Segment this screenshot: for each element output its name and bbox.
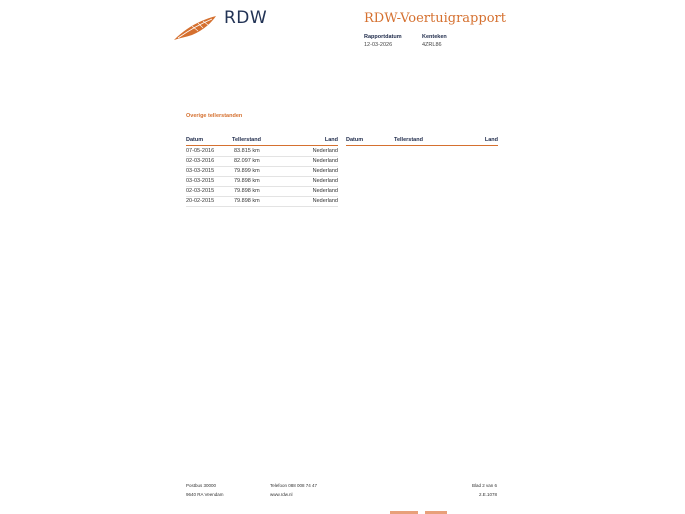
column-header-date: Datum [186, 137, 204, 143]
column-header-country: Land [324, 137, 338, 143]
section-title: Overige tellerstanden [186, 113, 243, 119]
rdw-feather-logo-icon [172, 14, 218, 42]
footer-website: www.rdw.nl [270, 492, 293, 497]
footer-address-line2: 9640 RA Veendam [186, 492, 224, 497]
report-date-value: 12-03-2026 [364, 42, 393, 48]
header-divider [346, 145, 498, 146]
row-reading: 83.815 km [234, 148, 260, 154]
table-row [186, 197, 338, 207]
license-plate-label: Kenteken [422, 34, 447, 40]
table-row [186, 167, 338, 177]
column-header-reading: Tellerstand [394, 137, 423, 143]
report-date-label: Rapportdatum [364, 34, 402, 40]
row-reading: 82.097 km [234, 158, 260, 164]
footer-phone: Telefoon 088 008 74 47 [270, 483, 318, 488]
row-reading: 79.898 km [234, 178, 260, 184]
license-plate-value: 4ZRL86 [422, 42, 442, 48]
row-date: 02-03-2015 [186, 188, 215, 194]
row-country: Nederland [312, 178, 338, 184]
table-row [186, 187, 338, 197]
footer-address-line1: Postbus 30000 [186, 483, 217, 488]
row-country: Nederland [312, 158, 338, 164]
row-date: 03-03-2015 [186, 178, 215, 184]
row-country: Nederland [312, 168, 338, 174]
row-reading: 79.898 km [234, 198, 260, 204]
row-country: Nederland [312, 188, 338, 194]
footer-code: 2.E.1078 [478, 492, 497, 497]
row-date: 02-03-2016 [186, 158, 215, 164]
row-divider [186, 206, 338, 207]
row-date: 03-03-2015 [186, 168, 215, 174]
table-row [186, 177, 338, 187]
footer-page-number: Blad 2 van 6 [471, 483, 497, 488]
header-divider [186, 145, 338, 146]
row-country: Nederland [312, 198, 338, 204]
table-row [186, 147, 338, 157]
table-row [186, 157, 338, 167]
row-reading: 79.898 km [234, 188, 260, 194]
column-header-reading: Tellerstand [232, 137, 261, 143]
column-header-country: Land [484, 137, 498, 143]
row-country: Nederland [312, 148, 338, 154]
column-header-date: Datum [346, 137, 364, 143]
report-title: RDW-Voertuigrapport [364, 11, 506, 26]
row-reading: 79.899 km [234, 168, 260, 174]
row-date: 20-02-2015 [186, 198, 215, 204]
row-date: 07-05-2016 [186, 148, 215, 154]
logo-text: RDW [224, 8, 268, 28]
